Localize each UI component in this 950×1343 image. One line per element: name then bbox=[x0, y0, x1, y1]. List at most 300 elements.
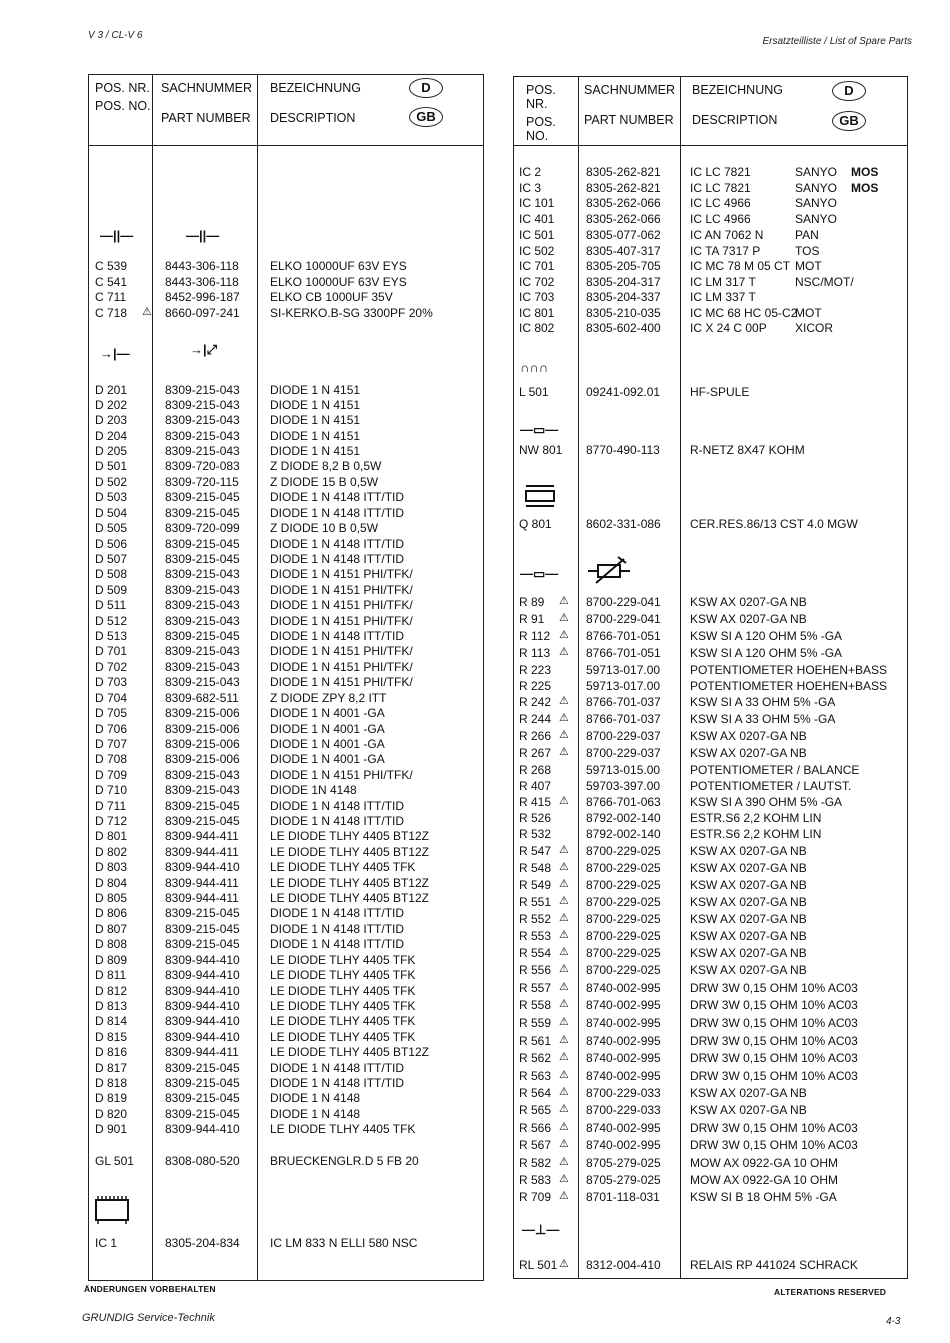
description-cell: HF-SPULE bbox=[690, 385, 750, 399]
part-number-cell: 8309-720-083 bbox=[165, 459, 240, 473]
part-number-cell: 8309-215-043 bbox=[165, 675, 240, 689]
description-cell: DRW 3W 0,15 OHM 10% AC03 bbox=[690, 1051, 858, 1065]
description-cell: LE DIODE TLHY 4405 TFK bbox=[270, 953, 416, 967]
description-cell: DIODE 1 N 4151 PHI/TFK/ bbox=[270, 583, 413, 597]
safety-warning-icon: ⚠ bbox=[559, 1156, 569, 1168]
part-number-cell: 8309-944-410 bbox=[165, 984, 240, 998]
description-cell: KSW AX 0207-GA NB bbox=[690, 746, 807, 760]
description-cell: DIODE 1 N 4148 ITT/TID bbox=[270, 922, 405, 936]
safety-warning-icon: ⚠ bbox=[559, 1069, 569, 1081]
description-cell: IC TA 7317 P bbox=[690, 244, 761, 258]
description-cell: DIODE 1 N 4148 ITT/TID bbox=[270, 1076, 405, 1090]
pos-cell: D 803 bbox=[95, 860, 128, 874]
description-cell: KSW SI B 18 OHM 5% -GA bbox=[690, 1190, 837, 1204]
pos-cell: R 583 bbox=[519, 1173, 552, 1187]
part-number-cell: 8700-229-033 bbox=[586, 1086, 661, 1100]
pos-cell: R 563 bbox=[519, 1069, 552, 1083]
description-cell: DIODE 1 N 4001 -GA bbox=[270, 706, 385, 720]
safety-warning-icon: ⚠ bbox=[559, 1138, 569, 1150]
pos-cell: R 552 bbox=[519, 912, 552, 926]
part-number-cell: 59713-017.00 bbox=[586, 679, 661, 693]
pos-cell: D 802 bbox=[95, 845, 128, 859]
description-cell: DIODE 1 N 4151 bbox=[270, 413, 361, 427]
part-number-cell: 8309-215-043 bbox=[165, 614, 240, 628]
description-cell: IC LC 4966 bbox=[690, 212, 751, 226]
pos-cell: D 505 bbox=[95, 521, 128, 535]
description-cell: IC LC 7821 bbox=[690, 181, 751, 195]
part-number-cell: 8309-215-006 bbox=[165, 722, 240, 736]
description-cell: IC LC 4966 bbox=[690, 196, 751, 210]
page-number: 4-3 bbox=[886, 1316, 901, 1327]
diode-symbol-icon: →|— bbox=[100, 346, 130, 361]
description-cell: DRW 3W 0,15 OHM 10% AC03 bbox=[690, 1069, 858, 1083]
description-cell: ELKO 10000UF 63V EYS bbox=[270, 275, 407, 289]
part-number-cell: 59713-017.00 bbox=[586, 663, 661, 677]
description-cell: LE DIODE TLHY 4405 TFK bbox=[270, 1030, 416, 1044]
part-number-cell: 8443-306-118 bbox=[165, 259, 239, 273]
pos-cell: L 501 bbox=[519, 385, 549, 399]
part-number-cell: 8309-215-043 bbox=[165, 398, 240, 412]
description-cell: Z DIODE 15 B 0,5W bbox=[270, 475, 379, 489]
part-number-cell: 8309-215-043 bbox=[165, 644, 240, 658]
pos-cell: NW 801 bbox=[519, 443, 563, 457]
part-number-cell: 8309-215-043 bbox=[165, 429, 240, 443]
pos-cell: R 561 bbox=[519, 1034, 552, 1048]
page-header-left: V 3 / CL-V 6 bbox=[88, 30, 143, 41]
safety-warning-icon: ⚠ bbox=[559, 746, 569, 758]
description-cell: DIODE 1 N 4001 -GA bbox=[270, 737, 385, 751]
part-number-cell: 8309-944-410 bbox=[165, 968, 240, 982]
pos-cell: D 712 bbox=[95, 814, 128, 828]
description-cell: KSW AX 0207-GA NB bbox=[690, 612, 807, 626]
description-cell: DIODE 1 N 4151 PHI/TFK/ bbox=[270, 675, 413, 689]
pos-cell: D 710 bbox=[95, 783, 128, 797]
description-cell: DIODE 1 N 4148 bbox=[270, 1091, 361, 1105]
part-number-cell: 8309-944-410 bbox=[165, 953, 240, 967]
pos-cell: R 526 bbox=[519, 811, 552, 825]
flag-gb: GB bbox=[409, 107, 443, 127]
part-number-cell: 59703-397.00 bbox=[586, 779, 661, 793]
pos-cell: D 204 bbox=[95, 429, 128, 443]
description-cell: IC X 24 C 00P bbox=[690, 321, 767, 335]
pos-cell: R 582 bbox=[519, 1156, 552, 1170]
pos-cell: R 547 bbox=[519, 844, 552, 858]
pos-cell: D 508 bbox=[95, 567, 128, 581]
description-cell: LE DIODE TLHY 4405 BT12Z bbox=[270, 891, 429, 905]
part-number-cell: 8309-215-043 bbox=[165, 660, 240, 674]
manufacturer-cell: MOT bbox=[795, 306, 822, 320]
pos-cell: R 415 bbox=[519, 795, 552, 809]
part-number-cell: 8309-215-045 bbox=[165, 629, 240, 643]
part-number-cell: 8305-077-062 bbox=[586, 228, 661, 242]
part-number-cell: 8312-004-410 bbox=[586, 1258, 661, 1272]
pos-cell: D 807 bbox=[95, 922, 128, 936]
description-cell: Z DIODE 8,2 B 0,5W bbox=[270, 459, 382, 473]
safety-warning-icon: ⚠ bbox=[559, 929, 569, 941]
pos-cell: D 814 bbox=[95, 1014, 128, 1028]
pos-cell: R 267 bbox=[519, 746, 552, 760]
part-number-cell: 8309-215-043 bbox=[165, 598, 240, 612]
pos-cell: R 112 bbox=[519, 629, 551, 643]
page-header-right: Ersatzteilliste / List of Spare Parts bbox=[762, 36, 912, 47]
description-cell: KSW SI A 120 OHM 5% -GA bbox=[690, 629, 843, 643]
manufacturer-cell: MOT bbox=[795, 259, 822, 273]
pos-cell: R 554 bbox=[519, 946, 552, 960]
description-cell: DIODE 1 N 4148 ITT/TID bbox=[270, 506, 405, 520]
pos-cell: R 266 bbox=[519, 729, 552, 743]
part-number-cell: 8305-205-705 bbox=[586, 259, 661, 273]
part-number-cell: 8766-701-037 bbox=[586, 712, 661, 726]
safety-warning-icon: ⚠ bbox=[559, 844, 569, 856]
pos-cell: D 804 bbox=[95, 876, 128, 890]
part-number-cell: 8700-229-037 bbox=[586, 746, 661, 760]
pos-cell: D 701 bbox=[95, 644, 128, 658]
part-number-cell: 8309-215-043 bbox=[165, 783, 240, 797]
part-number-cell: 8700-229-037 bbox=[586, 729, 661, 743]
col-desc-header: BEZEICHNUNG DESCRIPTION bbox=[270, 81, 361, 125]
pos-cell: R 225 bbox=[519, 679, 552, 693]
description-cell: KSW AX 0207-GA NB bbox=[690, 861, 807, 875]
part-number-cell: 59713-015.00 bbox=[586, 763, 661, 777]
description-cell: LE DIODE TLHY 4405 TFK bbox=[270, 968, 416, 982]
description-cell: IC MC 78 M 05 CT bbox=[690, 259, 791, 273]
description-cell: LE DIODE TLHY 4405 TFK bbox=[270, 860, 416, 874]
part-number-cell: 8700-229-025 bbox=[586, 912, 661, 926]
description-cell: KSW AX 0207-GA NB bbox=[690, 729, 807, 743]
part-number-cell: 8740-002-995 bbox=[586, 981, 661, 995]
safety-warning-icon: ⚠ bbox=[559, 912, 569, 924]
pos-cell: D 818 bbox=[95, 1076, 128, 1090]
part-number-cell: 8305-262-821 bbox=[586, 181, 661, 195]
pos-cell: IC 501 bbox=[519, 228, 555, 242]
part-number-cell: 8309-215-045 bbox=[165, 537, 240, 551]
part-number-cell: 8305-210-035 bbox=[586, 306, 661, 320]
part-number-cell: 8700-229-033 bbox=[586, 1103, 661, 1117]
part-number-cell: 8700-229-025 bbox=[586, 895, 661, 909]
part-number-cell: 8660-097-241 bbox=[165, 306, 240, 320]
col-pos-header-r: POS. NR. POS. NO. bbox=[526, 83, 556, 143]
part-number-cell: 8309-944-411 bbox=[165, 891, 239, 905]
part-number-cell: 8309-215-045 bbox=[165, 937, 240, 951]
part-number-cell: 8740-002-995 bbox=[586, 1121, 661, 1135]
description-cell: KSW SI A 33 OHM 5% -GA bbox=[690, 695, 836, 709]
pos-cell: IC 703 bbox=[519, 290, 555, 304]
pos-cell: IC 2 bbox=[519, 165, 542, 179]
part-number-cell: 8305-407-317 bbox=[586, 244, 661, 258]
part-number-cell: 8309-944-410 bbox=[165, 1030, 240, 1044]
description-cell: POTENTIOMETER / BALANCE bbox=[690, 763, 860, 777]
pos-cell: IC 701 bbox=[519, 259, 555, 273]
pos-cell: D 705 bbox=[95, 706, 128, 720]
resistor-network-icon: —▭— bbox=[520, 422, 559, 437]
part-number-cell: 8700-229-025 bbox=[586, 963, 661, 977]
description-cell: IC LM 833 N ELLI 580 NSC bbox=[270, 1236, 418, 1250]
description-cell: DRW 3W 0,15 OHM 10% AC03 bbox=[690, 998, 858, 1012]
pos-cell: Q 801 bbox=[519, 517, 552, 531]
description-cell: DIODE 1 N 4151 PHI/TFK/ bbox=[270, 598, 413, 612]
pos-cell: D 509 bbox=[95, 583, 128, 597]
description-cell: DRW 3W 0,15 OHM 10% AC03 bbox=[690, 1121, 858, 1135]
pos-cell: C 541 bbox=[95, 275, 128, 289]
pos-cell: D 815 bbox=[95, 1030, 128, 1044]
description-cell: LE DIODE TLHY 4405 TFK bbox=[270, 1122, 416, 1136]
pos-cell: C 711 bbox=[95, 290, 127, 304]
coil-symbol-icon: ∩∩∩ bbox=[520, 360, 549, 375]
pos-cell: D 203 bbox=[95, 413, 128, 427]
pos-cell: D 812 bbox=[95, 984, 128, 998]
safety-warning-icon: ⚠ bbox=[559, 1121, 569, 1133]
part-number-cell: 8700-229-041 bbox=[586, 612, 661, 626]
resistor-symbol-icon: —▭— bbox=[520, 566, 559, 581]
part-number-cell: 8443-306-118 bbox=[165, 275, 239, 289]
pos-cell: IC 802 bbox=[519, 321, 555, 335]
description-cell: DIODE 1 N 4148 ITT/TID bbox=[270, 490, 405, 504]
description-cell: DRW 3W 0,15 OHM 10% AC03 bbox=[690, 1016, 858, 1030]
part-number-cell: 8602-331-086 bbox=[586, 517, 661, 531]
part-number-cell: 8309-215-045 bbox=[165, 506, 240, 520]
safety-warning-icon: ⚠ bbox=[559, 1016, 569, 1028]
description-cell: DIODE 1 N 4148 ITT/TID bbox=[270, 537, 405, 551]
manufacturer-cell: NSC/MOT/ bbox=[795, 275, 854, 289]
description-cell: POTENTIOMETER / LAUTST. bbox=[690, 779, 852, 793]
pos-cell: R 89 bbox=[519, 595, 545, 609]
pos-cell: D 811 bbox=[95, 968, 127, 982]
pos-cell: D 820 bbox=[95, 1107, 128, 1121]
description-cell: LE DIODE TLHY 4405 TFK bbox=[270, 1014, 416, 1028]
col-part-header-r: SACHNUMMER PART NUMBER bbox=[584, 83, 675, 127]
description-cell: ESTR.S6 2,2 KOHM LIN bbox=[690, 827, 822, 841]
pos-cell: IC 1 bbox=[95, 1236, 118, 1250]
description-cell: DIODE 1 N 4151 PHI/TFK/ bbox=[270, 614, 413, 628]
part-number-cell: 8705-279-025 bbox=[586, 1156, 661, 1170]
pos-cell: D 513 bbox=[95, 629, 128, 643]
description-cell: KSW AX 0207-GA NB bbox=[690, 878, 807, 892]
pos-cell: D 503 bbox=[95, 490, 128, 504]
safety-warning-icon: ⚠ bbox=[559, 729, 569, 741]
safety-warning-icon: ⚠ bbox=[142, 306, 152, 318]
col-part-header: SACHNUMMER PART NUMBER bbox=[161, 81, 252, 125]
description-cell: Z DIODE ZPY 8,2 ITT bbox=[270, 691, 387, 705]
pos-cell: D 506 bbox=[95, 537, 128, 551]
pos-cell: D 901 bbox=[95, 1122, 128, 1136]
part-number-cell: 8701-118-031 bbox=[586, 1190, 660, 1204]
pos-cell: D 801 bbox=[95, 829, 128, 843]
description-cell: MOW AX 0922-GA 10 OHM bbox=[690, 1156, 839, 1170]
flag-gb-r: GB bbox=[832, 111, 866, 131]
part-number-cell: 8309-215-045 bbox=[165, 552, 240, 566]
safety-warning-icon: ⚠ bbox=[559, 595, 569, 607]
relay-symbol-icon: —⊥— bbox=[522, 1222, 560, 1237]
part-number-cell: 8305-204-834 bbox=[165, 1236, 240, 1250]
part-number-cell: 8309-215-045 bbox=[165, 906, 240, 920]
description-cell: KSW SI A 33 OHM 5% -GA bbox=[690, 712, 836, 726]
pos-cell: D 706 bbox=[95, 722, 128, 736]
description-cell: DIODE 1 N 4151 PHI/TFK/ bbox=[270, 660, 413, 674]
description-cell: CER.RES.86/13 CST 4.0 MGW bbox=[690, 517, 858, 531]
safety-warning-icon: ⚠ bbox=[559, 1258, 569, 1270]
pos-cell: D 703 bbox=[95, 675, 128, 689]
part-number-cell: 8305-602-400 bbox=[586, 321, 661, 335]
pos-cell: R 549 bbox=[519, 878, 552, 892]
part-number-cell: 8792-002-140 bbox=[586, 811, 661, 825]
description-cell: KSW AX 0207-GA NB bbox=[690, 929, 807, 943]
part-number-cell: 8309-215-043 bbox=[165, 413, 240, 427]
safety-warning-icon: ⚠ bbox=[559, 1034, 569, 1046]
pos-cell: D 704 bbox=[95, 691, 128, 705]
part-number-cell: 8305-204-317 bbox=[586, 275, 661, 289]
flag-de-r: D bbox=[832, 81, 866, 101]
pos-cell: D 819 bbox=[95, 1091, 128, 1105]
pos-cell: R 566 bbox=[519, 1121, 552, 1135]
safety-warning-icon: ⚠ bbox=[559, 1173, 569, 1185]
part-number-cell: 8309-215-006 bbox=[165, 752, 240, 766]
pos-cell: IC 101 bbox=[519, 196, 555, 210]
part-number-cell: 8309-215-043 bbox=[165, 583, 240, 597]
part-number-cell: 8705-279-025 bbox=[586, 1173, 661, 1187]
description-cell: DIODE 1 N 4148 bbox=[270, 1107, 361, 1121]
part-number-cell: 8309-682-511 bbox=[165, 691, 239, 705]
description-cell: DIODE 1 N 4148 ITT/TID bbox=[270, 937, 405, 951]
description-cell: DIODE 1 N 4001 -GA bbox=[270, 722, 385, 736]
part-number-cell: 8309-944-411 bbox=[165, 829, 239, 843]
description-cell: KSW AX 0207-GA NB bbox=[690, 895, 807, 909]
pos-cell: R 709 bbox=[519, 1190, 552, 1204]
safety-warning-icon: ⚠ bbox=[559, 981, 569, 993]
part-number-cell: 8305-204-337 bbox=[586, 290, 661, 304]
part-number-cell: 8305-262-066 bbox=[586, 212, 661, 226]
part-number-cell: 8309-215-006 bbox=[165, 737, 240, 751]
part-number-cell: 8309-215-045 bbox=[165, 1076, 240, 1090]
potentiometer-icon bbox=[588, 556, 632, 586]
safety-warning-icon: ⚠ bbox=[559, 695, 569, 707]
part-number-cell: 8308-080-520 bbox=[165, 1154, 240, 1168]
part-number-cell: 8309-720-115 bbox=[165, 475, 239, 489]
part-number-cell: 8309-215-045 bbox=[165, 1061, 240, 1075]
safety-warning-icon: ⚠ bbox=[559, 998, 569, 1010]
col-pos-header: POS. NR. POS. NO. bbox=[95, 81, 151, 113]
safety-warning-icon: ⚠ bbox=[559, 629, 569, 641]
manufacturer-cell: SANYO bbox=[795, 181, 838, 195]
manufacturer-cell: SANYO bbox=[795, 196, 838, 210]
pos-cell: D 709 bbox=[95, 768, 128, 782]
description-cell: DIODE 1 N 4151 bbox=[270, 444, 361, 458]
pos-cell: C 718 bbox=[95, 306, 128, 320]
pos-cell: IC 801 bbox=[519, 306, 555, 320]
part-number-cell: 8766-701-037 bbox=[586, 695, 661, 709]
pos-cell: D 816 bbox=[95, 1045, 128, 1059]
pos-cell: R 564 bbox=[519, 1086, 552, 1100]
pos-cell: R 551 bbox=[519, 895, 552, 909]
pos-cell: R 559 bbox=[519, 1016, 552, 1030]
pos-cell: R 407 bbox=[519, 779, 552, 793]
pos-cell: R 244 bbox=[519, 712, 552, 726]
description-cell: DRW 3W 0,15 OHM 10% AC03 bbox=[690, 1034, 858, 1048]
part-number-cell: 8740-002-995 bbox=[586, 1069, 661, 1083]
description-cell: DIODE 1 N 4151 PHI/TFK/ bbox=[270, 644, 413, 658]
part-number-cell: 8700-229-025 bbox=[586, 861, 661, 875]
safety-warning-icon: ⚠ bbox=[559, 612, 569, 624]
pos-cell: R 532 bbox=[519, 827, 552, 841]
part-number-cell: 8305-262-066 bbox=[586, 196, 661, 210]
pos-cell: D 511 bbox=[95, 598, 127, 612]
description-cell: LE DIODE TLHY 4405 BT12Z bbox=[270, 876, 429, 890]
pos-cell: R 268 bbox=[519, 763, 552, 777]
description-cell: LE DIODE TLHY 4405 BT12Z bbox=[270, 845, 429, 859]
description-cell: DIODE 1 N 4148 ITT/TID bbox=[270, 906, 405, 920]
description-cell: RELAIS RP 441024 SCHRACK bbox=[690, 1258, 858, 1272]
description-cell: MOW AX 0922-GA 10 OHM bbox=[690, 1173, 839, 1187]
pos-cell: D 512 bbox=[95, 614, 128, 628]
pos-cell: R 558 bbox=[519, 998, 552, 1012]
pos-cell: D 502 bbox=[95, 475, 128, 489]
part-number-cell: 8766-701-051 bbox=[586, 646, 661, 660]
description-cell: IC MC 68 HC 05-C2 bbox=[690, 306, 798, 320]
manufacturer-cell: PAN bbox=[795, 228, 819, 242]
pos-cell: D 202 bbox=[95, 398, 128, 412]
safety-warning-icon: ⚠ bbox=[559, 712, 569, 724]
pos-cell: R 553 bbox=[519, 929, 552, 943]
description-cell: DIODE 1 N 4151 bbox=[270, 383, 361, 397]
safety-warning-icon: ⚠ bbox=[559, 646, 569, 658]
description-cell: DIODE 1 N 4148 ITT/TID bbox=[270, 814, 405, 828]
flag-de: D bbox=[409, 78, 443, 98]
pos-cell: D 809 bbox=[95, 953, 128, 967]
pos-cell: D 806 bbox=[95, 906, 128, 920]
pos-cell: D 501 bbox=[95, 459, 128, 473]
description-cell: DIODE 1N 4148 bbox=[270, 783, 357, 797]
description-cell: POTENTIOMETER HOEHEN+BASS bbox=[690, 663, 888, 677]
description-cell: KSW AX 0207-GA NB bbox=[690, 912, 807, 926]
part-number-cell: 8766-701-063 bbox=[586, 795, 661, 809]
part-number-cell: 8700-229-025 bbox=[586, 929, 661, 943]
part-number-cell: 8700-229-041 bbox=[586, 595, 661, 609]
part-number-cell: 8740-002-995 bbox=[586, 1016, 661, 1030]
capacitor-symbol-icon: —||— bbox=[100, 228, 134, 243]
description-cell: KSW AX 0207-GA NB bbox=[690, 1103, 807, 1117]
safety-warning-icon: ⚠ bbox=[559, 946, 569, 958]
part-number-cell: 8309-944-411 bbox=[165, 876, 239, 890]
description-cell: LE DIODE TLHY 4405 BT12Z bbox=[270, 1045, 429, 1059]
pos-cell: R 548 bbox=[519, 861, 552, 875]
description-cell: DRW 3W 0,15 OHM 10% AC03 bbox=[690, 981, 858, 995]
description-cell: LE DIODE TLHY 4405 BT12Z bbox=[270, 829, 429, 843]
pos-cell: R 242 bbox=[519, 695, 552, 709]
part-number-cell: 8740-002-995 bbox=[586, 998, 661, 1012]
safety-warning-icon: ⚠ bbox=[559, 878, 569, 890]
description-cell: KSW AX 0207-GA NB bbox=[690, 844, 807, 858]
pos-cell: R 565 bbox=[519, 1103, 552, 1117]
manufacturer-cell: SANYO bbox=[795, 165, 838, 179]
description-cell: IC LC 7821 bbox=[690, 165, 751, 179]
pos-cell: D 707 bbox=[95, 737, 128, 751]
part-number-cell: 8700-229-025 bbox=[586, 878, 661, 892]
description-cell: POTENTIOMETER HOEHEN+BASS bbox=[690, 679, 888, 693]
part-number-cell: 8309-215-045 bbox=[165, 1091, 240, 1105]
pos-cell: D 708 bbox=[95, 752, 128, 766]
part-number-cell: 8770-490-113 bbox=[586, 443, 660, 457]
alterations-note-en: ALTERATIONS RESERVED bbox=[774, 1287, 887, 1297]
description-cell: DIODE 1 N 4001 -GA bbox=[270, 752, 385, 766]
description-cell: DIODE 1 N 4148 ITT/TID bbox=[270, 552, 405, 566]
description-cell: Z DIODE 10 B 0,5W bbox=[270, 521, 379, 535]
pos-cell: IC 401 bbox=[519, 212, 555, 226]
pos-cell: D 711 bbox=[95, 799, 127, 813]
part-number-cell: 8309-215-043 bbox=[165, 768, 240, 782]
description-cell: KSW AX 0207-GA NB bbox=[690, 946, 807, 960]
pos-cell: D 813 bbox=[95, 999, 128, 1013]
part-number-cell: 8309-215-043 bbox=[165, 444, 240, 458]
safety-warning-icon: ⚠ bbox=[559, 963, 569, 975]
